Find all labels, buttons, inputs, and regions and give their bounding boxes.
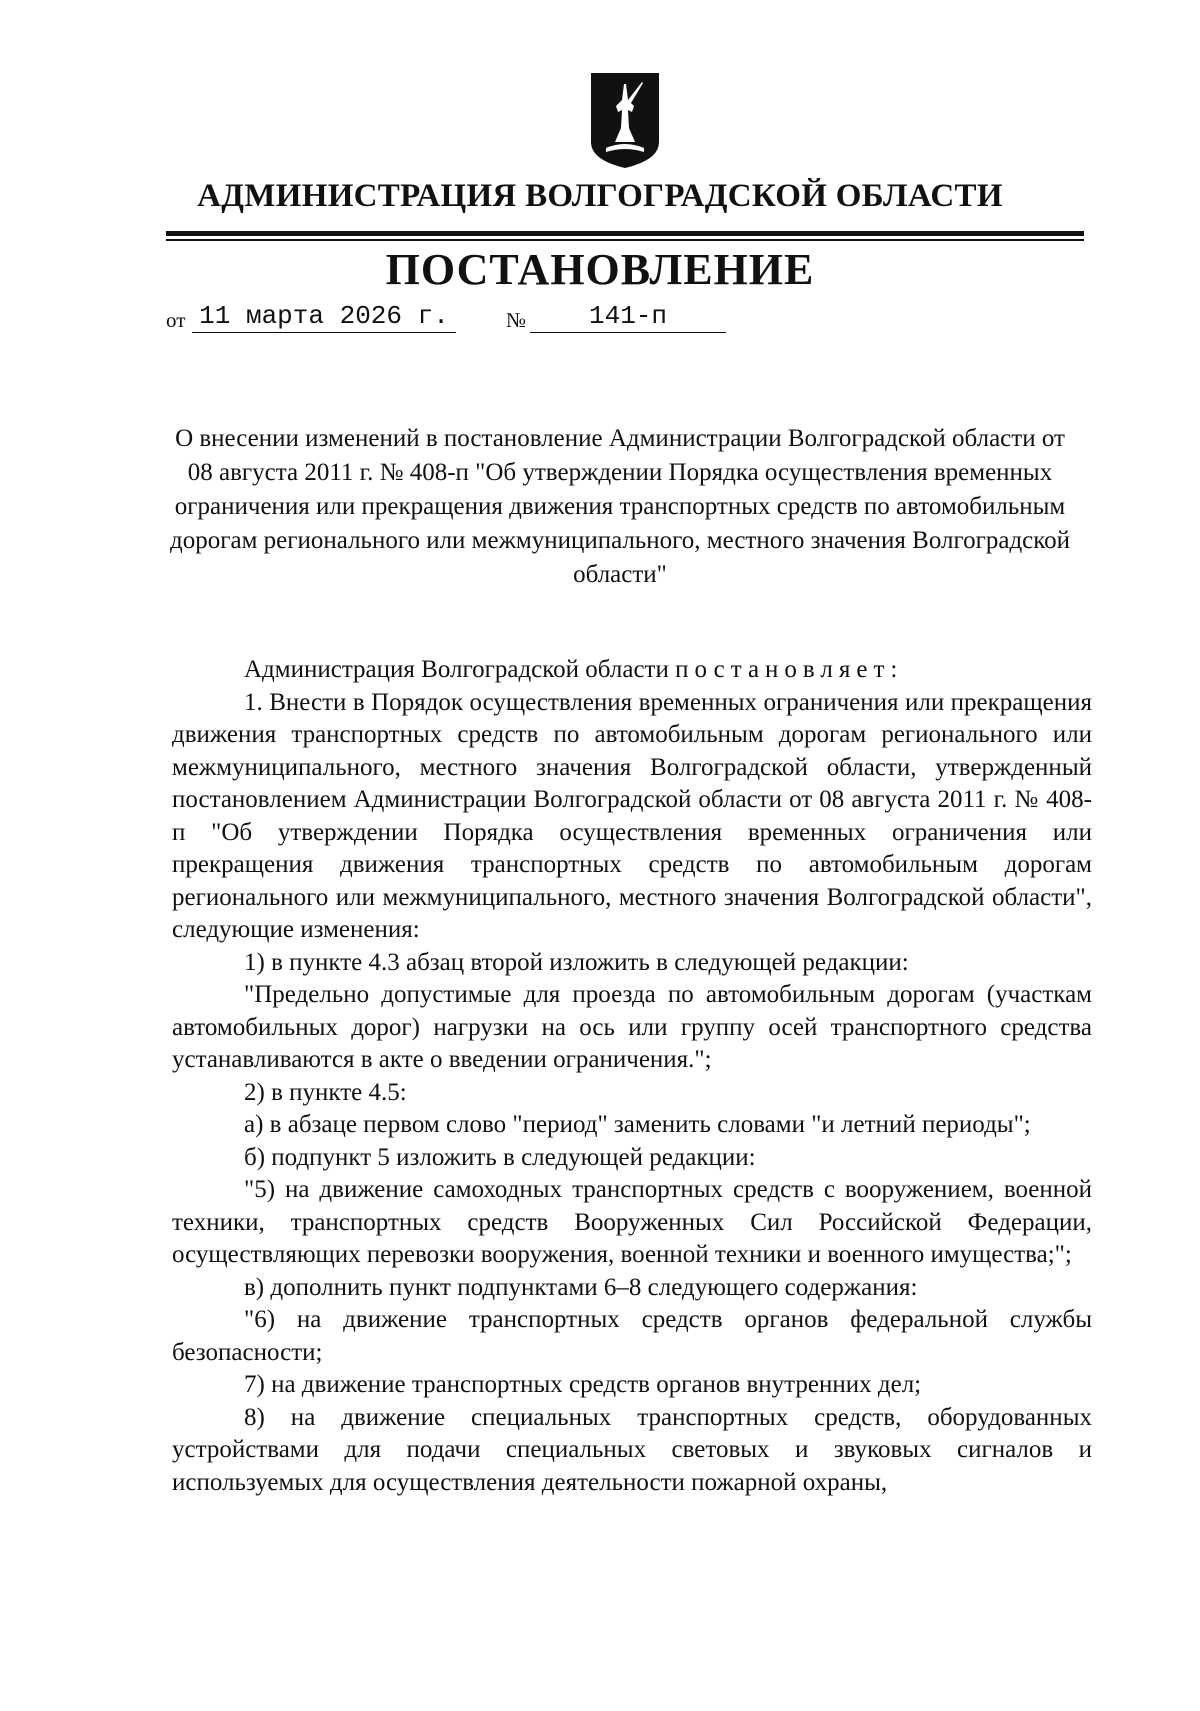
paragraph-item: в) дополнить пункт подпунктами 6–8 следующего содержания:	[244, 1273, 918, 1301]
number-label: №	[506, 308, 527, 332]
paragraph-item: 8) на движение специальных транспортных средств, оборудованных устройствами для подачи специальных световых и звуковых сигналов и используемых для осуществления деятельности пожарной охраны,	[172, 1403, 1092, 1496]
document-date: 11 марта 2026 г.	[192, 300, 456, 333]
preamble-subject: Администрация Волгоградской области	[244, 656, 669, 683]
header-rule-thin	[166, 239, 1084, 241]
document-requisites	[166, 300, 766, 334]
document-type-title: ПОСТАНОВЛЕНИЕ	[385, 245, 815, 294]
paragraph-item: "5) на движение самоходных транспортных средств с вооружением, военной техники, транспортных средств Вооруженных Сил Российской Федерации, осуществляющих перевозки вооружения, военной техники и военного имущества;";	[172, 1176, 1092, 1268]
preamble-verb: постановляет:	[675, 656, 904, 683]
document-number: 141-п	[530, 300, 726, 333]
paragraph-item: а) в абзаце первом слово "период" заменить словами "и летний периоды";	[244, 1111, 1031, 1138]
paragraph-item: "Предельно допустимые для проезда по автомобильным дорогам (участкам автомобильных дорог) нагрузки на ось или группу осей транспортного средства устанавливаются в акте о введении ограничения.";	[172, 981, 1092, 1073]
paragraph-item: 7) на движение транспортных средств органов внутренних дел;	[244, 1371, 922, 1398]
document-body	[172, 654, 1092, 1499]
organization-title: АДМИНИСТРАЦИЯ ВОЛГОГРАДСКОЙ ОБЛАСТИ	[197, 178, 1003, 214]
paragraph-item: 1. Внести в Порядок осуществления временных ограничения или прекращения движения транспортных средств по автомобильным дорогам регионального или межмуниципального, местного значения Волгоградской области, утвержденный постановлением Администрации Волгоградской области от 08 августа 2011 г. № 408-п "Об утверждении Порядка осуществления временных ограничения или прекращения движения транспортных средств по автомобильным дорогам регионального или межмуниципального, местного значения Волгоградской области", следующие изменения:	[172, 688, 1092, 943]
coat-of-arms-icon	[588, 70, 662, 170]
header-rule-thick	[166, 231, 1084, 236]
paragraph-item: 2) в пункте 4.5:	[244, 1078, 407, 1106]
date-label: от	[166, 308, 186, 332]
paragraph-item: 1) в пункте 4.3 абзац второй изложить в следующей редакции:	[244, 948, 909, 976]
paragraph-item: б) подпункт 5 изложить в следующей редакции:	[244, 1143, 756, 1171]
document-subject-title: О внесении изменений в постановление Администрации Волгоградской области от 08 августа 2011 г. № 408-п "Об утверждении Порядка осуществления временных ограничения или прекращения движения транспортных средств по автомобильным дорогам регионального или межмуниципального, местного значения Волгоградской области"	[170, 425, 1071, 588]
preamble	[172, 654, 1092, 687]
paragraph-item: "6) на движение транспортных средств органов федеральной службы безопасности;	[172, 1306, 1092, 1366]
